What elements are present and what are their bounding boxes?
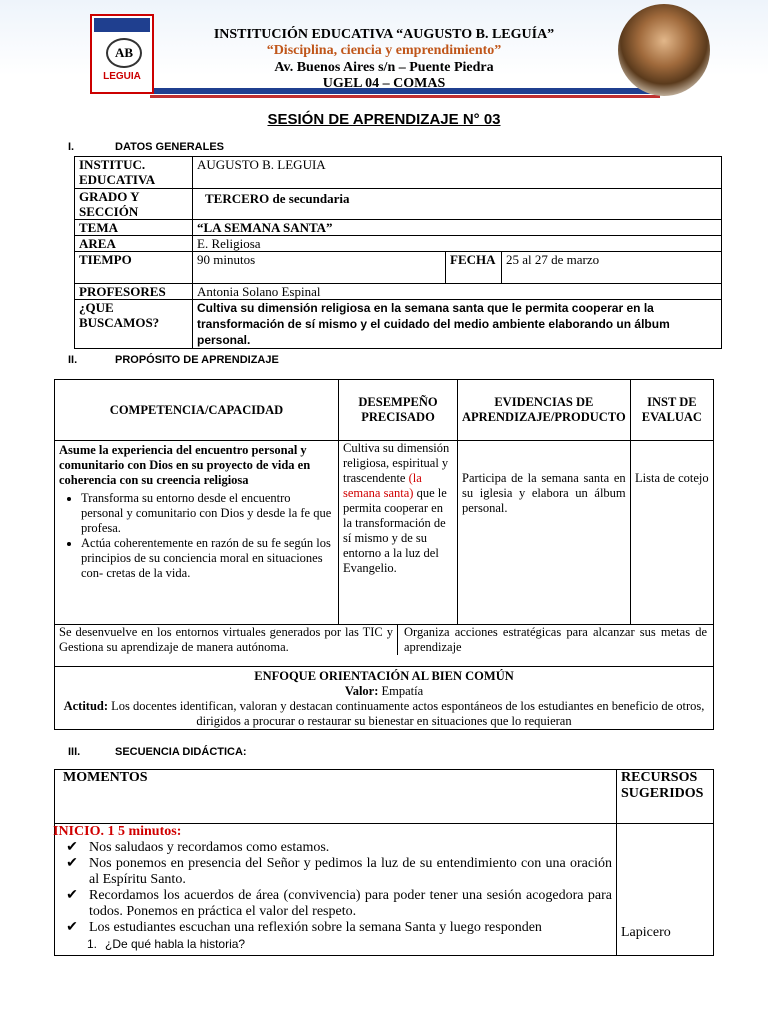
value-tiempo: 90 minutos [193,252,446,284]
inicio-heading: INICIO. 1 5 minutos: [53,824,182,839]
transversal-competencia: Se desenvuelve en los entornos virtuales generados por las TIC y Gestiona su aprendizaje de manera autónoma. [55,625,398,655]
secuencia-table [54,769,714,956]
recurso-cell: Lapicero [617,824,714,956]
momento-item [55,920,612,936]
section-heading: DATOS GENERALES [115,141,224,153]
label-grado: GRADO Y SECCIÓN [75,189,193,220]
header-evidencias: EVIDENCIAS DE APRENDIZAJE/PRODUCTO [458,380,631,441]
momento-text: Nos saludaos y recordamos como estamos. [89,840,330,855]
page-title: SESIÓN DE APRENDIZAJE N° 03 [267,111,501,128]
section-heading: SECUENCIA DIDÁCTICA: [115,746,247,758]
value-institucion: AUGUSTO B. LEGUIA [193,157,722,189]
momento-text: Recordamos los acuerdos de área (convivencia) para poder tener una sesión acogedora para todos. Ponemos en práctica el valor del respeto. [89,888,612,919]
transversal-capacidad: Organiza acciones estratégicas para alcanzar sus metas de aprendizaje [404,625,707,654]
enfoque-title: ENFOQUE ORIENTACIÓN AL BIEN COMÚN [254,669,514,683]
check-icon: ✔ [66,920,78,935]
momento-item [55,888,612,920]
value-tema: “LA SEMANA SANTA” [193,220,722,236]
question-item [55,936,612,952]
competencia-text: Asume la experiencia del encuentro personal y comunitario con Dios en su proyecto de vida en coherencia con su creencia religiosa [59,443,311,487]
check-icon: ✔ [66,856,78,871]
valor-label: Valor: [344,684,379,698]
header-instrumento: INST DE EVALUAC [630,380,713,441]
evidencia-cell: Participa de la semana santa en su iglesia y elabora un álbum personal. [458,441,631,625]
header-swoosh-red [150,95,660,98]
header-desempeno: DESEMPEÑO PRECISADO [339,380,458,441]
value-que-buscamos: Cultiva su dimensión religiosa en la semana santa que le permita cooperar en la transformación de sí mismo y el cuidado del medio ambiente elaborando un álbum personal. [193,300,722,349]
address: Av. Buenos Aires s/n – Puente Piedra [274,60,494,75]
section-heading: PROPÓSITO DE APRENDIZAJE [115,354,279,366]
momentos-cell [55,824,617,956]
momento-text: Nos ponemos en presencia del Señor y pedimos la luz de su entendimiento con una oración al Espíritu Santo. [89,856,612,887]
datos-table [74,156,722,349]
header-recursos: RECURSOS SUGERIDOS [617,770,714,824]
value-grado: TERCERO de secundaria [193,189,722,220]
instrumento-cell: Lista de cotejo [630,441,713,625]
desempeno-text: Cultiva su dimensión religiosa, espiritual y trascendente [343,441,450,485]
label-tiempo: TIEMPO [75,252,193,284]
question-number: 1. [86,937,97,951]
momento-text: Los estudiantes escuchan una reflexión sobre la semana Santa y luego responden [89,920,542,935]
institution-name: INSTITUCIÓN EDUCATIVA “AUGUSTO B. LEGUÍA” [213,27,555,42]
label-profesores: PROFESORES [75,284,193,300]
transversal-row [55,625,714,667]
label-fecha: FECHA [446,252,502,284]
ugel: UGEL 04 – COMAS [322,76,446,91]
value-area: E. Religiosa [193,236,722,252]
proposito-table [54,379,714,730]
competencia-cell [55,441,339,625]
header-competencia: COMPETENCIA/CAPACIDAD [55,380,339,441]
enfoque-cell [55,667,714,730]
section-number: I. [68,141,75,153]
desempeno-cell [339,441,458,625]
value-fecha: 25 al 27 de marzo [502,252,722,284]
label-tema: TEMA [75,220,193,236]
desempeno-highlight: (la semana santa) [343,471,422,500]
section-number: III. [68,746,81,758]
desempeno-text-end: que le permita cooperar en la transformación de sí mismo y de su entorno a la luz del Evangelio. [343,486,447,575]
motto: “Disciplina, ciencia y emprendimiento” [266,43,502,58]
section-number: II. [68,354,78,366]
actitud-label: Actitud: [63,699,109,713]
logo-text: LEGUIA [103,71,141,82]
label-que-buscamos: ¿QUE BUSCAMOS? [75,300,193,349]
momento-item [55,856,612,888]
actitud-value: Los docentes identifican, valoran y destacan continuamente actos espontáneos de los estudiantes en beneficio de otros, dirigidos a procurar o restaurar su bienestar en situaciones que lo requieran [108,699,705,728]
question-text: ¿De qué habla la historia? [105,937,246,951]
check-icon: ✔ [66,840,78,855]
value-profesores: Antonia Solano Espinal [193,284,722,300]
capacidades-list [59,491,334,581]
logo-mark: AB [106,38,142,68]
valor-value: Empatía [378,684,424,698]
valor-line [59,684,709,699]
capacidad-item: • Actúa coherentemente en razón de su fe según los principios de su conciencia moral en situaciones con- cretas de la vida. [81,536,334,581]
momento-item [55,840,612,856]
capacidad-item: • Transforma su entorno desde el encuentro personal y comunitario con Dios y desde la fe que profesa. [81,491,334,536]
actitud-line [59,699,709,729]
check-icon: ✔ [66,888,78,903]
label-institucion: INSTITUC. EDUCATIVA [75,157,193,189]
header-momentos: MOMENTOS [55,770,617,824]
label-area: AREA [75,236,193,252]
